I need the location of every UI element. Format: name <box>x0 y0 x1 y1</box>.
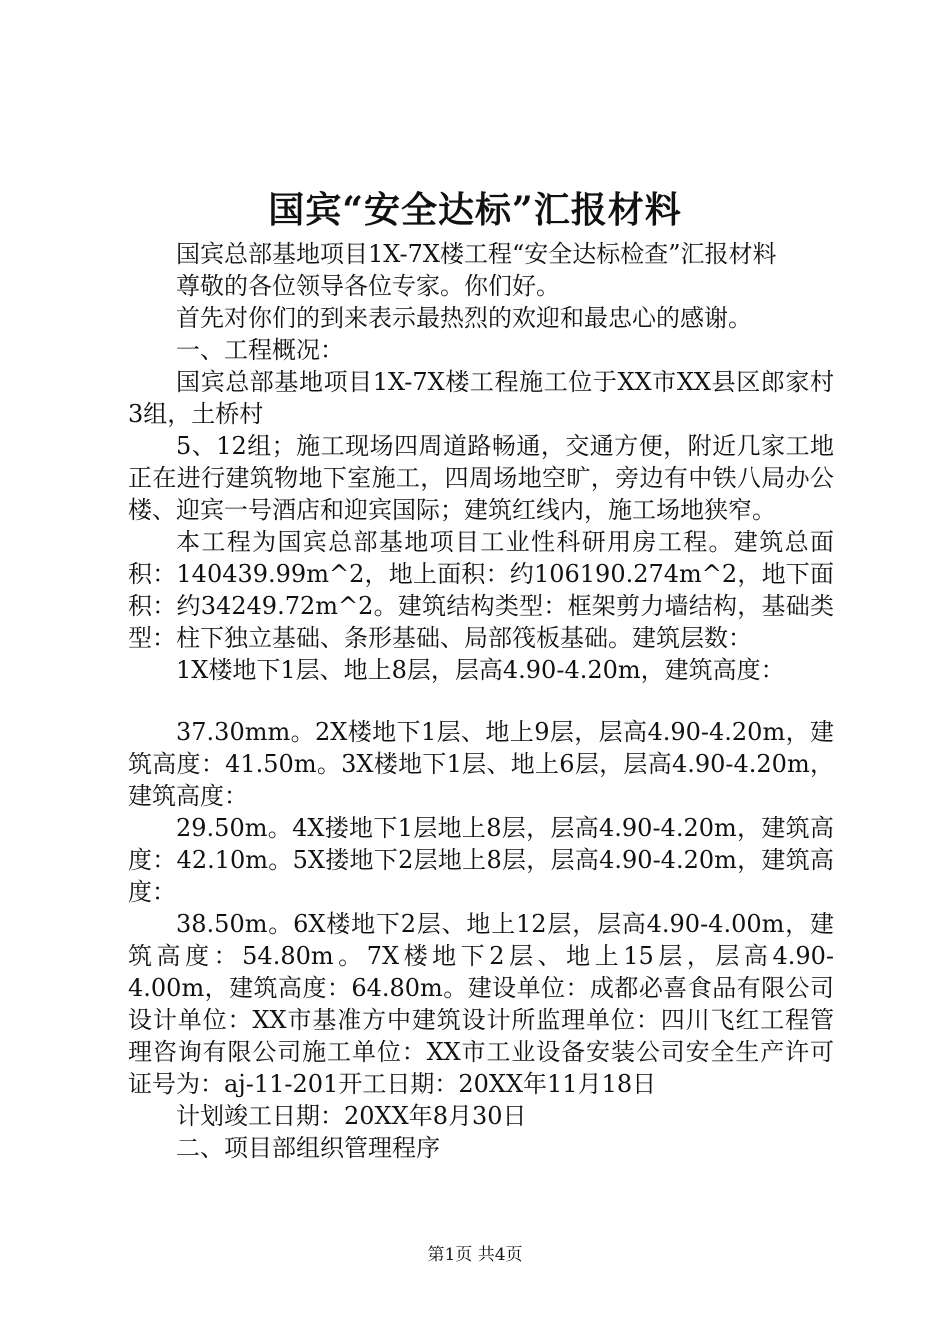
document-title: 国宾“安全达标”汇报材料 <box>268 189 682 231</box>
paragraph-project-scale: 本工程为国宾总部基地项目工业性科研用房工程。建筑总面积：140439.99m^2，地上面积：约106190.274m^2，地下面积：约34249.72m^2。建筑结构类型：框架剪力墙结构，基础类型：柱下独立基础、条形基础、局部筏板基础。建筑层数： <box>128 528 834 652</box>
paragraph-location: 国宾总部基地项目1X-7X楼工程施工位于XX市XX县区郎家村3组，土桥村 <box>128 368 834 428</box>
paragraph-completion-date: 计划竣工日期：20XX年8月30日 <box>176 1102 527 1130</box>
section-heading-organization: 二、项目部组织管理程序 <box>176 1134 440 1162</box>
paragraph-site-conditions: 5、12组；施工现场四周道路畅通，交通方便，附近几家工地正在进行建筑物地下室施工，四周场地空旷，旁边有中铁八局办公楼、迎宾一号酒店和迎宾国际；建筑红线内，施工场地狭窄。 <box>128 432 834 524</box>
paragraph-building-4x-5x: 29.50m。4X搂地下1层地上8层，层高4.90-4.20m，建筑高度：42.10m。5X搂地下2层地上8层，层高4.90-4.20m，建筑高度： <box>128 814 834 906</box>
paragraph-building-2x-3x: 37.30mm。2X楼地下1层、地上9层，层高4.90-4.20m，建筑高度：41.50m。3X楼地下1层、地上6层，层高4.90-4.20m，建筑高度： <box>128 718 834 810</box>
paragraph-building-1x: 1X楼地下1层、地上8层，层高4.90-4.20m，建筑高度： <box>176 656 785 684</box>
section-heading-overview: 一、工程概况： <box>176 336 344 364</box>
page-number: 第1页 共4页 <box>427 1245 523 1265</box>
document-body <box>128 238 834 1164</box>
paragraph-building-6x-7x-units: 38.50m。6X楼地下2层、地上12层，层高4.90-4.00m，建筑高度：54.80m。7X楼地下2层、地上15层，层高4.90-4.00m，建筑高度：64.80m。建设单位：成都必喜食品有限公司设计单位：XX市基准方中建筑设计所监理单位：四川飞红工程管理咨询有限公司施工单位：XX市工业设备安装公司安全生产许可证号为：aj-11-201开工日期：20XX年11月18日 <box>128 910 834 1098</box>
paragraph-greeting: 尊敬的各位领导各位专家。你们好。 <box>176 272 560 300</box>
paragraph-welcome: 首先对你们的到来表示最热烈的欢迎和最忠心的感谢。 <box>176 304 752 332</box>
paragraph-intro: 国宾总部基地项目1X-7X楼工程“安全达标检查”汇报材料 <box>176 240 777 268</box>
